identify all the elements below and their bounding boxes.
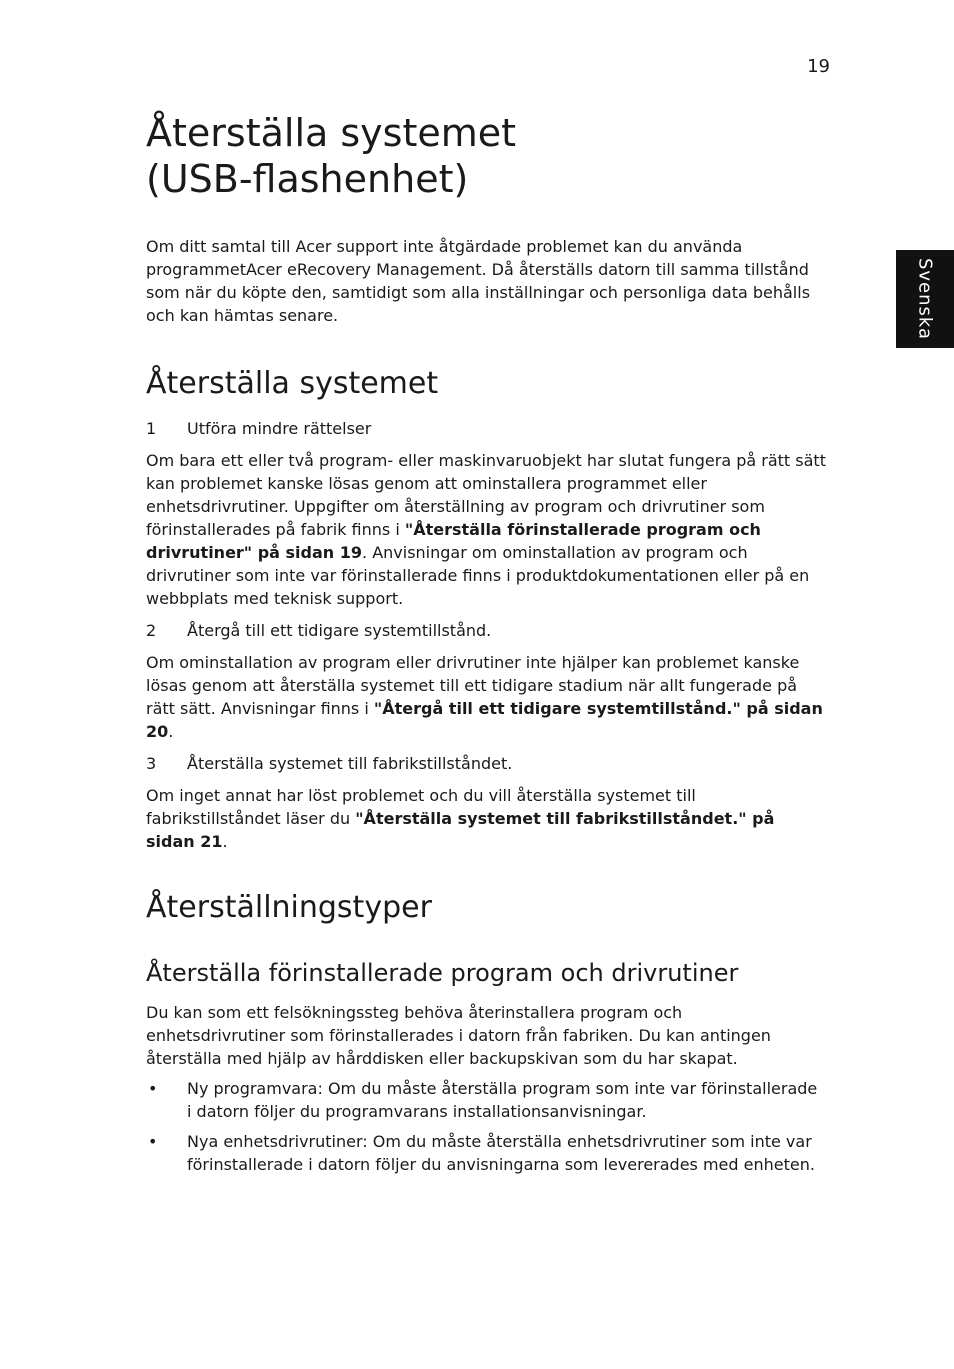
bullet-icon: • <box>148 1079 158 1098</box>
language-tab-label: Svenska <box>914 257 936 341</box>
item-label: Återgå till ett tidigare systemtillstånd. <box>187 621 492 640</box>
numbered-item-1 <box>146 417 826 440</box>
section-heading-recovery-types: Återställningstyper <box>146 890 432 925</box>
item-label: Utföra mindre rättelser <box>187 419 372 438</box>
intro-paragraph: Om ditt samtal till Acer support inte åtgärdade problemet kan du använda programmetAcer eRecovery Management. Då återställs datorn till samma tillstånd som när du köpte den, samtidigt som alla inställningar och personliga data behålls och kan hämtas senare. <box>146 237 811 325</box>
cross-reference-link[interactable]: "Återgå till ett tidigare systemtillstånd." på sidan 20 <box>146 699 823 741</box>
paragraph-previous-state <box>146 651 826 743</box>
paragraph-reinstall: Du kan som ett felsökningssteg behöva återinstallera program och enhetsdrivrutiner som förinstallerades i datorn från fabriken. Du kan antingen återställa med hjälp av hårddisken eller backupskivan som du har skapat. <box>146 1003 771 1068</box>
bullet-icon: • <box>148 1132 158 1151</box>
text-span: Om bara ett eller två program- eller maskinvaruobjekt har slutat fungera på rätt sätt kan problemet kanske lösas genom att ominstallera programmet eller enhetsdrivrutiner. Uppgifter om återställning av program och drivrutiner som förinstallerades på fabrik finns i <box>146 451 826 539</box>
paragraph-minor-fixes <box>146 449 826 610</box>
text-span: . Anvisningar om ominstallation av program och drivrutiner som inte var förinstallerade finns i produktdokumentationen eller på en webbplats med teknisk support. <box>146 543 810 608</box>
text-span: Om ominstallation av program eller drivrutiner inte hjälper kan problemet kanske lösas genom att återställa systemet till ett tidigare stadium när allt fungerade på rätt sätt. Anvisningar finns i <box>146 653 800 718</box>
page-number: 19 <box>807 56 830 77</box>
item-number: 3 <box>146 754 157 773</box>
bullet-text: Ny programvara: Om du måste återställa program som inte var förinstallerade i datorn följer du programvarans installationsanvisningar. <box>187 1079 818 1121</box>
text-span: . <box>168 722 174 741</box>
text-span: . <box>222 832 228 851</box>
bullet-text: Nya enhetsdrivrutiner: Om du måste återställa enhetsdrivrutiner som inte var förinstallerade i datorn följer du anvisningarna som levererades med enheten. <box>187 1132 815 1174</box>
item-number: 2 <box>146 621 157 640</box>
page-content <box>146 110 826 1176</box>
bullet-item-2 <box>146 1130 826 1176</box>
cross-reference-link[interactable]: "Återställa systemet till fabrikstillståndet." på sidan 21 <box>146 809 775 851</box>
paragraph-factory-state <box>146 784 826 853</box>
section-heading-restore-system: Återställa systemet <box>146 366 439 401</box>
item-number: 1 <box>146 419 157 438</box>
cross-reference-link[interactable]: "Återställa förinstallerade program och drivrutiner" på sidan 19 <box>146 520 761 562</box>
language-tab <box>896 250 954 348</box>
numbered-item-2 <box>146 619 826 642</box>
page-title: Återställa systemet (USB-flashenhet) <box>146 111 517 201</box>
item-label: Återställa systemet till fabrikstillståndet. <box>187 754 513 773</box>
text-span: Om inget annat har löst problemet och du vill återställa systemet till fabrikstillståndet läser du <box>146 786 696 828</box>
bullet-item-1 <box>146 1077 826 1123</box>
numbered-item-3 <box>146 752 826 775</box>
subsection-heading: Återställa förinstallerade program och drivrutiner <box>146 959 739 987</box>
